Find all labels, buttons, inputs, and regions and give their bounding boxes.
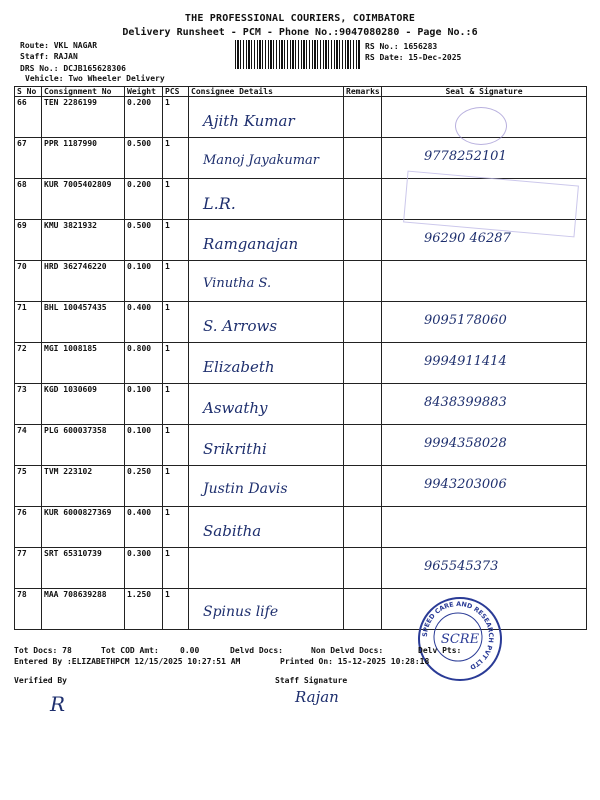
row-sno: 66: [15, 97, 42, 138]
entered-by: Entered By :ELIZABETHPCM 12/15/2025 10:27:51 AM: [14, 657, 241, 666]
table-row: [15, 138, 587, 179]
row-sno: 73: [15, 384, 42, 425]
printed-on: Printed On: 15-12-2025 10:28:18: [280, 657, 430, 666]
row-remarks: [344, 261, 382, 302]
row-sno: 75: [15, 466, 42, 507]
row-consignment-no: MAA 708639288: [42, 589, 125, 630]
row-remarks: [344, 302, 382, 343]
staff-signature-label: Staff Signature: [275, 676, 348, 685]
row-pcs: 1: [163, 220, 189, 261]
consignee-signature: Elizabeth: [203, 358, 275, 376]
col-consignment: Consignment No: [42, 87, 125, 97]
row-consignment-no: KUR 6000827369: [42, 507, 125, 548]
row-weight: 0.100: [125, 384, 163, 425]
row-sno: 74: [15, 425, 42, 466]
row-sno: 71: [15, 302, 42, 343]
row-weight: 0.400: [125, 507, 163, 548]
row-pcs: 1: [163, 343, 189, 384]
table-row: [15, 425, 587, 466]
row-weight: 1.250: [125, 589, 163, 630]
delivery-points: Delv Pts:: [418, 646, 462, 655]
row-weight: 0.400: [125, 302, 163, 343]
row-sno: 72: [15, 343, 42, 384]
row-pcs: 1: [163, 589, 189, 630]
col-pcs: PCS: [163, 87, 189, 97]
row-consignee: [189, 179, 344, 220]
row-sno: 77: [15, 548, 42, 589]
row-consignee: [189, 97, 344, 138]
row-weight: 0.300: [125, 548, 163, 589]
row-consignment-no: TVM 223102: [42, 466, 125, 507]
row-seal-signature: [382, 466, 587, 507]
row-remarks: [344, 507, 382, 548]
row-consignment-no: PPR 1187990: [42, 138, 125, 179]
row-seal-signature: [382, 261, 587, 302]
row-remarks: [344, 138, 382, 179]
stamp-center-text: SCRE: [440, 631, 480, 647]
row-remarks: [344, 179, 382, 220]
consignee-signature: Ajith Kumar: [203, 112, 295, 130]
route-label: Route: VKL NAGAR: [20, 41, 98, 50]
row-seal-signature: [382, 302, 587, 343]
drs-number: DRS No.: DCJB165628306: [20, 64, 126, 73]
table-row: [15, 261, 587, 302]
row-consignee: [189, 343, 344, 384]
receiver-phone-signature: 9095178060: [424, 313, 507, 328]
row-seal-signature: [382, 343, 587, 384]
row-consignment-no: PLG 600037358: [42, 425, 125, 466]
company-title: THE PROFESSIONAL COURIERS, COIMBATORE: [184, 13, 416, 24]
consignee-signature: Manoj Jayakumar: [203, 153, 320, 168]
col-remarks: Remarks: [344, 87, 382, 97]
staff-signature: Rajan: [295, 688, 339, 706]
row-consignee: [189, 138, 344, 179]
row-consignment-no: MGI 1008185: [42, 343, 125, 384]
barcode: [235, 40, 360, 69]
consignee-signature: Spinus life: [203, 604, 279, 620]
rs-date: RS Date: 15-Dec-2025: [365, 53, 462, 62]
staff-label: Staff: RAJAN: [20, 52, 78, 61]
consignee-signature: Aswathy: [203, 399, 268, 417]
receiver-phone-signature: 8438399883: [424, 395, 507, 410]
receiver-phone-signature: 9994358028: [424, 436, 507, 451]
row-consignment-no: SRT 65310739: [42, 548, 125, 589]
row-sno: 76: [15, 507, 42, 548]
row-consignment-no: KGD 1030609: [42, 384, 125, 425]
row-weight: 0.200: [125, 97, 163, 138]
row-seal-signature: [382, 548, 587, 589]
consignee-signature: Ramganajan: [203, 235, 299, 253]
row-weight: 0.800: [125, 343, 163, 384]
row-remarks: [344, 343, 382, 384]
verified-signature: R: [50, 692, 66, 716]
row-remarks: [344, 425, 382, 466]
receiver-phone-signature: 9994911414: [424, 354, 507, 369]
row-sno: 69: [15, 220, 42, 261]
receiver-phone-signature: 965545373: [424, 559, 499, 574]
col-consignee: Consignee Details: [189, 87, 344, 97]
row-consignment-no: HRD 362746220: [42, 261, 125, 302]
row-consignee: [189, 466, 344, 507]
row-pcs: 1: [163, 302, 189, 343]
col-weight: Weight: [125, 87, 163, 97]
row-consignee: [189, 261, 344, 302]
row-pcs: 1: [163, 97, 189, 138]
row-weight: 0.500: [125, 138, 163, 179]
row-seal-signature: [382, 384, 587, 425]
row-consignment-no: KUR 7005402809: [42, 179, 125, 220]
row-consignment-no: TEN 2286199: [42, 97, 125, 138]
table-row: [15, 343, 587, 384]
row-sno: 68: [15, 179, 42, 220]
row-consignment-no: BHL 100457435: [42, 302, 125, 343]
company-stamp-faint: [455, 107, 507, 145]
delivered-docs: Delvd Docs:: [230, 646, 283, 655]
col-sno: S No: [15, 87, 42, 97]
row-weight: 0.100: [125, 261, 163, 302]
row-consignee: [189, 302, 344, 343]
row-pcs: 1: [163, 466, 189, 507]
row-consignee: [189, 507, 344, 548]
table-row: [15, 384, 587, 425]
row-weight: 0.500: [125, 220, 163, 261]
row-weight: 0.100: [125, 425, 163, 466]
row-pcs: 1: [163, 179, 189, 220]
row-sno: 67: [15, 138, 42, 179]
row-consignee: [189, 589, 344, 630]
stamp-ring-text: SPEED CARE AND RESEARCH PVT LTD: [420, 599, 496, 672]
table-row: [15, 302, 587, 343]
total-cod-label: Tot COD Amt:: [101, 646, 159, 655]
verified-by-label: Verified By: [14, 676, 67, 685]
row-remarks: [344, 384, 382, 425]
runsheet-table: [14, 86, 587, 630]
row-weight: 0.200: [125, 179, 163, 220]
row-remarks: [344, 589, 382, 630]
table-row: [15, 589, 587, 630]
row-pcs: 1: [163, 384, 189, 425]
col-seal-signature: Seal & Signature: [382, 87, 587, 97]
total-cod-amount: 0.00: [180, 646, 200, 655]
row-remarks: [344, 220, 382, 261]
row-consignee: [189, 384, 344, 425]
round-seal-stamp: [418, 597, 502, 681]
row-pcs: 1: [163, 261, 189, 302]
row-remarks: [344, 466, 382, 507]
row-pcs: 1: [163, 138, 189, 179]
row-consignee: [189, 548, 344, 589]
table-header: [15, 87, 587, 97]
row-seal-signature: [382, 507, 587, 548]
row-consignee: [189, 425, 344, 466]
runsheet-subtitle: Delivery Runsheet - PCM - Phone No.:9047080280 - Page No.:6: [122, 27, 478, 38]
row-weight: 0.250: [125, 466, 163, 507]
consignee-signature: Vinutha S.: [203, 276, 272, 291]
receiver-phone-signature: 9943203006: [424, 477, 507, 492]
receiver-phone-signature: 96290 46287: [424, 231, 511, 246]
consignee-signature: L.R.: [203, 194, 236, 213]
row-pcs: 1: [163, 548, 189, 589]
table-row: [15, 548, 587, 589]
row-sno: 78: [15, 589, 42, 630]
row-remarks: [344, 97, 382, 138]
non-delivered-docs: Non Delvd Docs:: [311, 646, 384, 655]
vehicle-label: Vehicle: Two Wheeler Delivery: [25, 74, 165, 83]
row-consignment-no: KMU 3821932: [42, 220, 125, 261]
row-seal-signature: [382, 425, 587, 466]
row-remarks: [344, 548, 382, 589]
row-pcs: 1: [163, 507, 189, 548]
consignee-signature: Justin Davis: [203, 481, 288, 497]
row-sno: 70: [15, 261, 42, 302]
consignee-signature: Srikrithi: [203, 440, 267, 458]
rs-number: RS No.: 1656283: [365, 42, 438, 51]
total-docs: Tot Docs: 78: [14, 646, 72, 655]
row-pcs: 1: [163, 425, 189, 466]
consignee-signature: S. Arrows: [203, 317, 278, 335]
consignee-signature: Sabitha: [203, 522, 262, 540]
table-row: [15, 466, 587, 507]
row-consignee: [189, 220, 344, 261]
table-row: [15, 507, 587, 548]
receiver-phone-signature: 9778252101: [424, 149, 507, 164]
